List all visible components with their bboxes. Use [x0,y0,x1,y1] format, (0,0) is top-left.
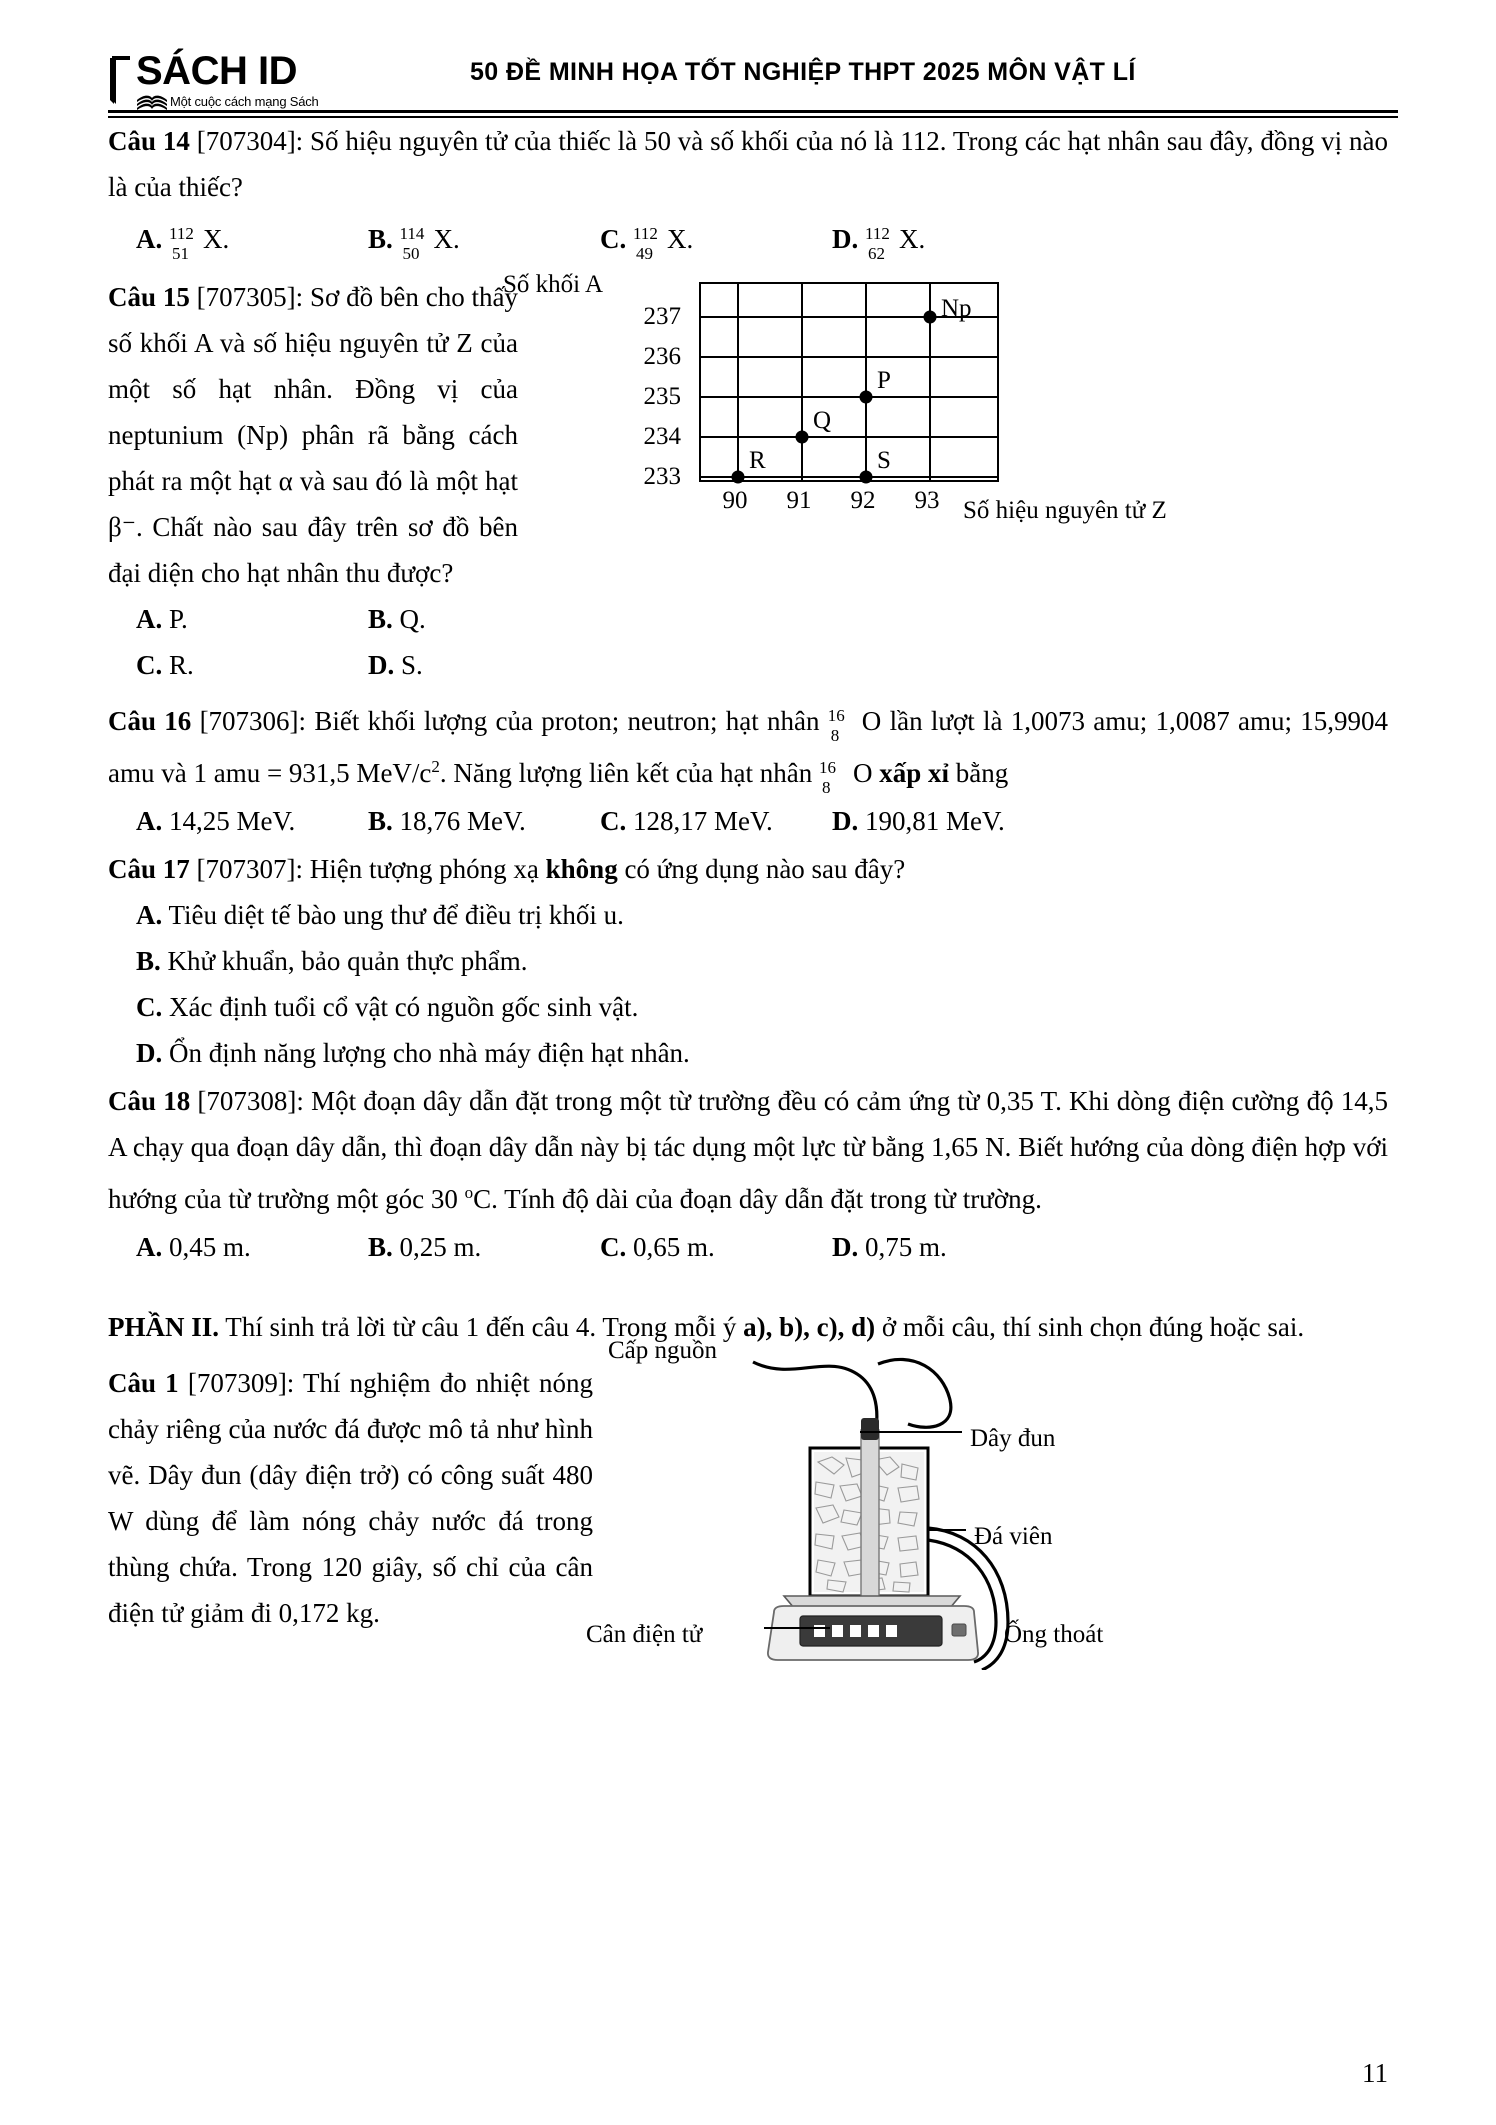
atomic-number: 62 [868,243,885,263]
option-letter: A. [136,1232,163,1262]
option-c[interactable] [600,798,832,844]
option-letter: B. [368,224,393,254]
question-16-text-b: lần lượt là 1,0073 amu; 1,0087 amu; 15,9904 amu và 1 amu = 931,5 MeV/c [108,706,1389,788]
x-tick-91: 91 [786,487,812,514]
open-book-icon [136,92,168,112]
option-letter: D. [832,1232,859,1262]
option-c[interactable] [600,216,832,262]
logo-title: SÁCH ID [136,49,297,93]
element-symbol: O [861,706,882,736]
label-ice: Đá viên [974,1523,1053,1550]
question-18-label: Câu 18 [108,1086,191,1116]
part2-question-1-label: Câu 1 [108,1368,179,1398]
question-18-text-b: C. Tính độ dài của đoạn dây dẫn đặt trong từ trường. [473,1184,1042,1214]
option-text: 0,45 m. [169,1232,251,1262]
data-point-label-s: S [877,447,891,474]
question-14-options [108,216,1388,262]
atomic-number: 8 [821,777,831,797]
mass-number: 112 [633,223,658,243]
question-18 [108,1078,1388,1222]
question-15-body [108,274,518,596]
option-a[interactable] [136,216,368,262]
part2-question-1-body [108,1360,593,1636]
data-point-np [924,311,937,324]
option-text: P. [169,604,188,634]
exponent: 2 [431,757,440,776]
gridline-h-235 [701,396,997,398]
option-b[interactable] [368,216,600,262]
question-14-text: Số hiệu nguyên tử của thiếc là 50 và số khối của nó là 112. Trong các hạt nhân sau đây, đồng vị nào là của thiếc? [108,126,1389,202]
question-16-code: [707306]: [199,706,307,736]
option-letter: C. [600,1232,627,1262]
option-letter: D. [832,806,859,836]
atomic-number: 8 [830,725,840,745]
isotope-notation [818,757,853,797]
part-2-label: PHẦN II. [108,1312,220,1342]
question-16 [108,698,1388,796]
calorimetry-apparatus-diagram [578,1337,1178,1670]
option-a[interactable] [136,1224,368,1270]
isotope-notation [169,223,203,263]
isotope-notation [827,705,862,745]
gridline-v-91 [801,284,803,480]
isotope-notation [633,223,667,263]
option-text: R. [169,650,194,680]
y-tick-237: 237 [643,303,681,330]
power-cable-loop-icon [878,1359,951,1427]
question-14 [108,118,1388,210]
option-letter: A. [136,224,163,254]
option-text: 14,25 MeV. [169,806,296,836]
option-letter: B. [368,604,393,634]
question-16-text-a: Biết khối lượng của proton; neutron; hạt nhân [314,706,820,736]
gridline-h-234 [701,436,997,438]
question-17-option-d[interactable] [108,1030,1388,1076]
question-15-options-row1 [108,596,1388,642]
scale-button [952,1624,966,1636]
part2-question-1-code: [707309]: [187,1368,295,1398]
option-text: Ổn định năng lượng cho nhà máy điện hạt nhân. [169,1038,690,1068]
question-15-text: Sơ đồ bên cho thấy số khối A và số hiệu nguyên tử Z của một số hạt nhân. Đồng vị của neptunium (Np) phân rã bằng cách phát ra một hạt α và sau đó là một hạt β⁻. Chất nào sau đây trên sơ đồ bên đại diện cho hạt nhân thu được? [108,282,519,588]
mass-number: 114 [399,223,425,243]
chart-x-axis-title: Số hiệu nguyên tử Z [963,497,1167,524]
y-tick-234: 234 [643,423,681,450]
option-text: S. [401,650,423,680]
mass-number: 16 [818,757,836,777]
chart-y-axis-title: Số khối A [503,271,604,298]
question-14-label: Câu 14 [108,126,190,156]
option-letter: D. [136,1038,163,1068]
option-letter: D. [832,224,859,254]
option-letter: C. [600,224,627,254]
data-point-label-np: Np [941,295,972,322]
part-2-text-a: Thí sinh trả lời từ câu 1 đến câu 4. Trong mỗi ý [225,1312,737,1342]
isotope-notation [865,223,899,263]
data-point-p [860,391,873,404]
option-letter: C. [136,992,163,1022]
option-letter: B. [136,946,161,976]
question-15-label: Câu 15 [108,282,190,312]
question-17-text-b: có ứng dụng nào sau đây? [624,854,906,884]
header-title: 50 ĐỀ MINH HỌA TỐT NGHIỆP THPT 2025 MÔN VẬT LÍ [470,58,1136,86]
option-text: 0,75 m. [865,1232,947,1262]
option-letter: B. [368,806,393,836]
option-letter: A. [136,900,163,930]
atomic-number: 50 [402,243,420,263]
option-text: Tiêu diệt tế bào ung thư để điều trị khối u. [168,900,624,930]
question-15-code: [707305]: [196,282,304,312]
part-2-bold-items: a), b), c), d) [743,1312,876,1342]
option-letter: A. [136,604,163,634]
option-letter: B. [368,1232,393,1262]
option-text: Q. [399,604,426,634]
question-15-options-row2 [108,642,1388,688]
atomic-number: 49 [636,243,653,263]
question-17-label: Câu 17 [108,854,190,884]
option-d[interactable] [832,798,1005,844]
part-2-text-b: ở mỗi câu, thí sinh chọn đúng hoặc sai. [881,1312,1305,1342]
question-16-options [108,798,1388,844]
sach-id-logo [108,49,378,114]
element-symbol: X. [433,224,460,254]
data-point-label-p: P [877,367,891,394]
question-17-option-c[interactable] [108,984,1388,1030]
label-electronic-scale: Cân điện tử [586,1621,703,1648]
option-c[interactable] [600,1224,832,1270]
question-17-option-a[interactable] [108,892,1388,938]
option-b[interactable] [368,1224,600,1270]
question-18-code: [707308]: [197,1086,304,1116]
mass-number: 112 [865,223,890,243]
option-d[interactable] [832,1224,947,1270]
option-letter: D. [368,650,395,680]
gridline-h-233 [701,476,997,478]
page-header [0,0,1496,118]
x-tick-90: 90 [722,487,748,514]
gridline-h-236 [701,356,997,358]
element-symbol: X. [899,224,926,254]
nuclide-chart [503,266,1167,524]
header-divider [108,110,1398,118]
page-number: 11 [1362,2058,1388,2088]
question-17-code: [707307]: [196,854,303,884]
y-tick-235: 235 [643,383,681,410]
question-17 [108,846,1388,892]
option-b[interactable] [368,798,600,844]
element-symbol: O [852,758,873,788]
chart-plot-area [699,282,999,482]
mass-number: 16 [827,705,845,725]
option-text: Xác định tuổi cổ vật có nguồn gốc sinh vật. [169,992,639,1022]
option-c[interactable] [136,642,368,688]
gridline-v-92 [865,284,867,480]
question-16-text-d: bằng [955,758,1009,788]
option-letter: A. [136,806,163,836]
question-17-bold-word: không [545,854,618,884]
question-16-bold-tail: xấp xỉ [879,758,950,788]
option-d[interactable] [368,642,423,688]
data-point-s [860,471,873,484]
heater-cap [861,1418,879,1440]
question-17-option-b[interactable] [108,938,1388,984]
data-point-label-r: R [749,447,766,474]
option-text: 0,65 m. [633,1232,715,1262]
part2-question-1-text: Thí nghiệm đo nhiệt nóng chảy riêng của nước đá được mô tả như hình vẽ. Dây đun (dây điện trở) có công suất 480 W dùng để làm nóng chảy nước đá trong thùng chứa. Trong 120 giây, số chỉ của cân điện tử giảm đi 0,172 kg. [108,1368,594,1628]
label-power-supply: Cấp nguồn [608,1337,718,1364]
question-18-options [108,1224,1388,1270]
element-symbol: X. [667,224,694,254]
label-heater: Dây đun [970,1425,1056,1452]
option-text: Khử khuẩn, bảo quản thực phẩm. [167,946,528,976]
mass-number: 112 [169,223,194,243]
option-letter: C. [600,806,627,836]
data-point-label-q: Q [813,407,832,434]
power-cable-icon [753,1362,877,1430]
x-tick-93: 93 [914,487,940,514]
option-letter: C. [136,650,163,680]
isotope-notation [399,223,434,263]
question-16-text-c: . Năng lượng liên kết của hạt nhân [439,758,813,788]
y-tick-236: 236 [643,343,681,370]
option-b[interactable] [368,596,426,642]
data-point-r [732,471,745,484]
degree-superscript: o [464,1183,474,1202]
option-d[interactable] [832,216,925,262]
question-15 [108,271,1388,688]
option-text: 128,17 MeV. [633,806,773,836]
element-symbol: X. [203,224,230,254]
data-point-q [796,431,809,444]
question-17-text-a: Hiện tượng phóng xạ [309,854,539,884]
option-text: 18,76 MeV. [399,806,526,836]
y-tick-233: 233 [643,463,681,490]
question-14-code: [707304]: [196,126,304,156]
gridline-v-90 [737,284,739,480]
question-16-label: Câu 16 [108,706,192,736]
label-outlet: Ống thoát [1004,1621,1104,1648]
option-text: 190,81 MeV. [865,806,1005,836]
x-tick-92: 92 [850,487,876,514]
atomic-number: 51 [172,243,189,263]
question-18-text-a: Một đoạn dây dẫn đặt trong một từ trường đều có cảm ứng từ 0,35 T. Khi dòng điện cường độ 14,5 A chạy qua đoạn dây dẫn, thì đoạn dây dẫn này bị tác dụng một lực từ bằng 1,65 N. Biết hướng của dòng điện hợp với hướng của từ trường một góc 30 [108,1086,1389,1214]
logo-subtitle: Một cuộc cách mạng Sách [170,94,319,109]
option-a[interactable] [136,596,368,642]
bookmark-icon [108,54,134,106]
option-text: 0,25 m. [399,1232,482,1262]
heater-rod [861,1430,879,1600]
part2-question-1 [108,1337,1388,1648]
option-a[interactable] [136,798,368,844]
